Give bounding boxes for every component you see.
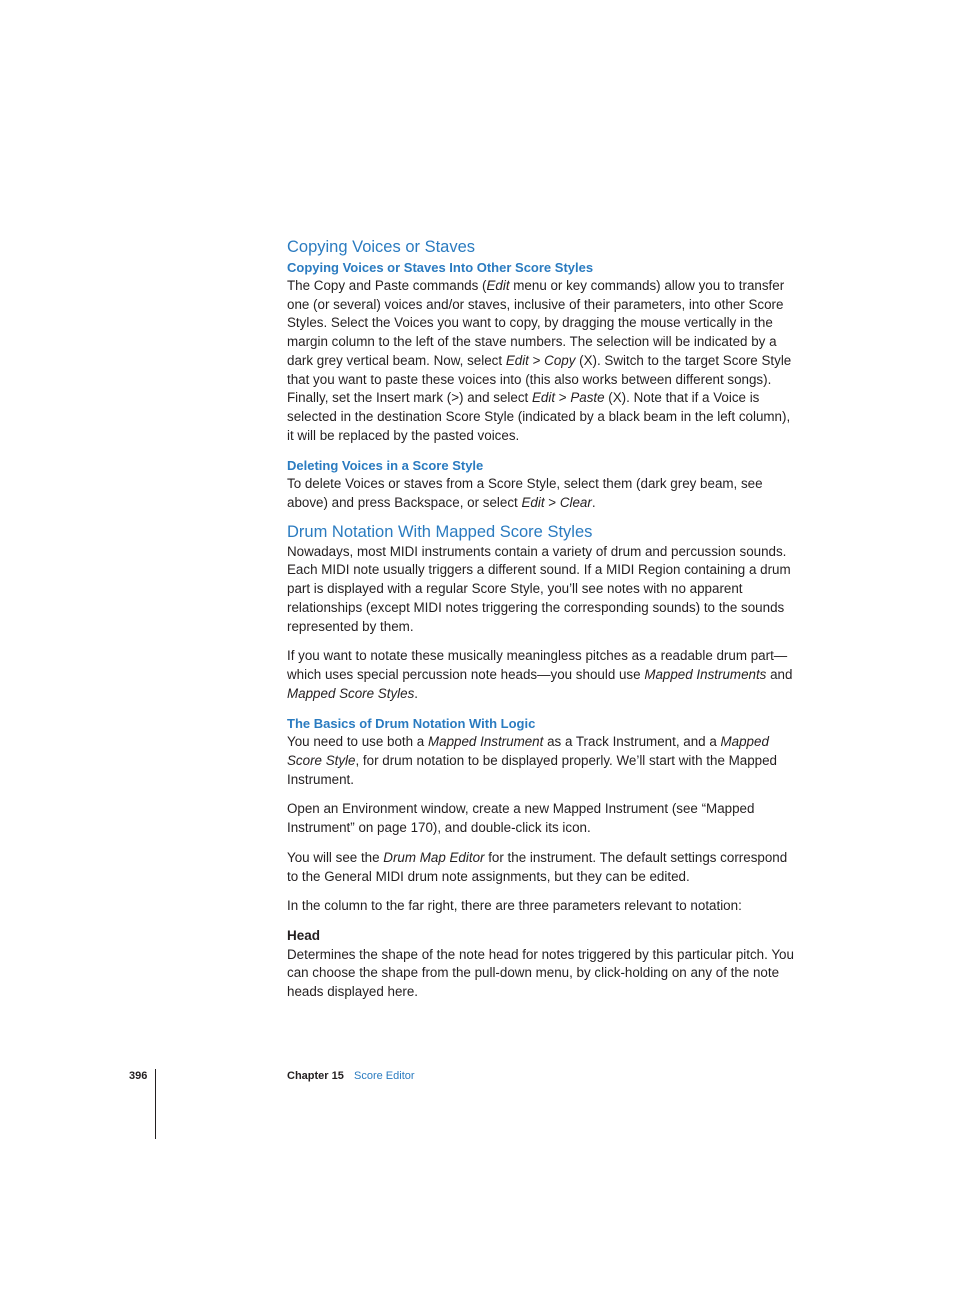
page-content (287, 236, 797, 1002)
paragraph-basics-4: In the column to the far right, there are three parameters relevant to notation: (287, 898, 742, 914)
paragraph-drum-intro: Nowadays, most MIDI instruments contain a variety of drum and percussion sounds. Each MIDI note usually triggers a different sound. If a MIDI Region containing a drum part is displayed with a regular Score Style, you’ll see notes with no apparent relationships (except MIDI notes triggering the corresponding sounds) to the sounds represented by them. (287, 543, 791, 634)
paragraph-basics-1: You need to use both a Mapped Instrument as a Track Instrument, and a Mapped Score Style, for drum notation to be displayed properly. We’ll start with the Mapped Instrument. (287, 734, 778, 787)
subheading-deleting-voices: Deleting Voices in a Score Style (287, 458, 484, 474)
paragraph-copy-paste: The Copy and Paste commands (Edit menu or key commands) allow you to transfer one (or several) voices and/or staves, inclusive of their parameters, into other Score Styles. Select the Voices you want to copy, by dragging the mouse vertically in the margin column to the left of the stave numbers. The selection will be indicated by a dark grey vertical beam. Now, select Edit > Copy (X). Switch to the target Score Style that you want to paste these voices into (this also works between different songs). Finally, set the Insert mark (>) and select Edit > Paste (X). Note that if a Voice is selected in the destination Score Style (indicated by a black beam in the left column), it will be replaced by the pasted voices. (287, 278, 792, 443)
term-head: Head (287, 927, 321, 943)
paragraph-basics-2: Open an Environment window, create a new Mapped Instrument (see “Mapped Instrument” on page 170), and double-click its icon. (287, 801, 755, 836)
footer-divider (155, 1069, 156, 1139)
subheading-copying-into-styles: Copying Voices or Staves Into Other Score Styles (287, 260, 594, 275)
subheading-basics-drum-notation: The Basics of Drum Notation With Logic (287, 716, 536, 732)
paragraph-delete: To delete Voices or staves from a Score Style, select them (dark grey beam, see above) and press Backspace, or select Edit > Clear. (287, 476, 763, 511)
heading-drum-notation: Drum Notation With Mapped Score Styles (287, 522, 593, 541)
paragraph-drum-mapped: If you want to notate these musically meaningless pitches as a readable drum part—which uses special percussion note heads—you should use Mapped Instruments and Mapped Score Styles. (287, 648, 793, 701)
footer-chapter: Chapter 15 (287, 1070, 344, 1082)
paragraph-head: Determines the shape of the note head for notes triggered by this particular pitch. You can choose the shape from the pull-down menu, by click-holding on any of the note heads displayed here. (287, 946, 794, 1000)
footer-chapter-title: Score Editor (354, 1070, 415, 1082)
paragraph-basics-3: You will see the Drum Map Editor for the instrument. The default settings correspond to the General MIDI drum note assignments, but they can be edited. (287, 849, 788, 884)
page-number: 396 (129, 1070, 148, 1082)
heading-copying-voices: Copying Voices or Staves (287, 238, 476, 256)
